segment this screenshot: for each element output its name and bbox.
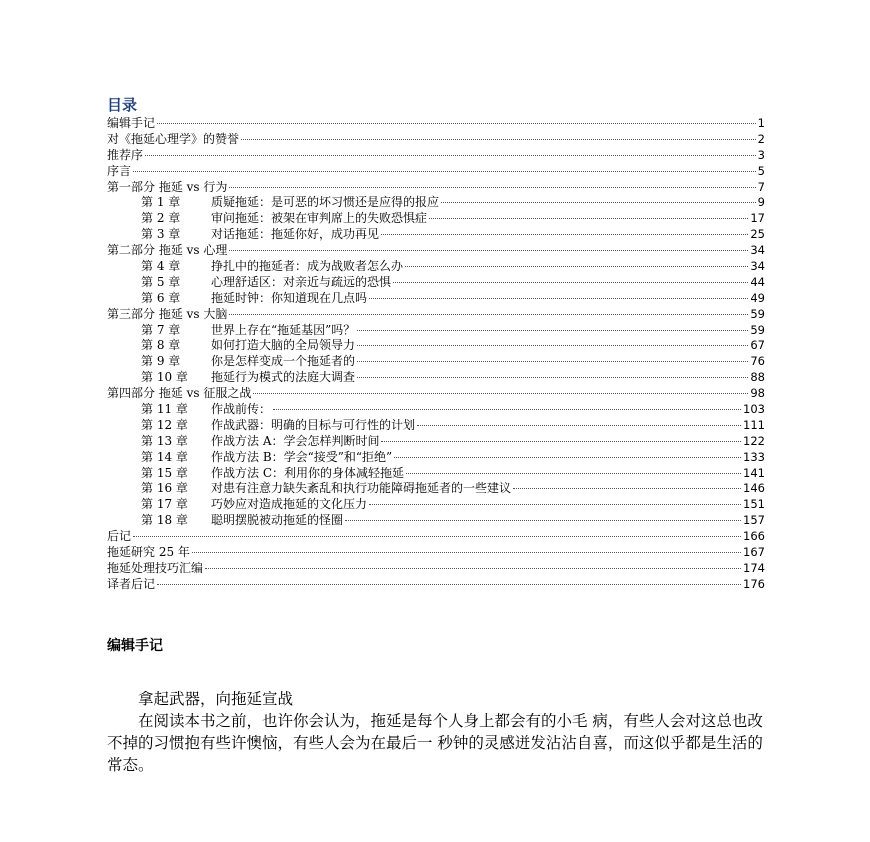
toc-entry-label bbox=[141, 195, 439, 211]
toc-entry-text: 拖延处理技巧汇编 bbox=[107, 560, 204, 575]
toc-entry-label bbox=[107, 561, 203, 577]
toc-leader-dots bbox=[345, 520, 741, 521]
toc-chapter-entry[interactable] bbox=[107, 275, 765, 291]
toc-page-number: 76 bbox=[750, 354, 765, 369]
toc-page-number: 111 bbox=[743, 417, 765, 432]
toc-leader-dots bbox=[205, 568, 741, 569]
toc-entry-label bbox=[107, 545, 190, 561]
toc-chapter-number: 第 11 章 bbox=[141, 402, 188, 417]
toc-chapter-entry[interactable] bbox=[107, 259, 765, 275]
toc-entry-label bbox=[107, 307, 227, 323]
toc-page-number: 133 bbox=[743, 449, 765, 464]
section-subtitle: 拿起武器，向拖延宣战 bbox=[138, 690, 294, 708]
toc-page-number: 17 bbox=[750, 211, 765, 226]
toc-leader-dots bbox=[417, 425, 741, 426]
toc-entry-label bbox=[107, 243, 227, 259]
body-paragraph: 在阅读本书之前，也许你会认为，拖延是每个人身上都会有的小毛 病，有些人会对这总也改不掉的习惯抱有些许懊恼，有些人会为在最后一 秒钟的灵感迸发沾沾自喜，而这似乎都是生活的常态。 bbox=[107, 712, 763, 774]
toc-page-number: 151 bbox=[743, 497, 765, 512]
toc-entry-text: 第三部分 拖延 vs 大脑 bbox=[107, 306, 228, 321]
toc-page-number: 59 bbox=[750, 306, 765, 321]
toc-entry[interactable] bbox=[107, 148, 765, 164]
toc-page-number: 2 bbox=[757, 131, 765, 146]
toc-chapter-number: 第 7 章 bbox=[141, 322, 181, 337]
toc-page-number: 7 bbox=[757, 179, 765, 194]
toc-entry-label bbox=[141, 481, 511, 497]
toc-entry-text: 序言 bbox=[107, 163, 132, 178]
toc-entry-text: 质疑拖延：是可恶的坏习惯还是应得的报应 bbox=[211, 195, 440, 210]
toc-entry-label bbox=[141, 354, 355, 370]
toc-entry-text: 作战方法 C：利用你的身体减轻拖延 bbox=[211, 465, 404, 480]
toc-chapter-entry[interactable] bbox=[107, 497, 765, 513]
toc-entry[interactable] bbox=[107, 307, 765, 323]
toc-entry-text: 审问拖延：被架在审判席上的失败恐惧症 bbox=[211, 211, 428, 226]
toc-page-number: 59 bbox=[750, 322, 765, 337]
toc-title: 目录 bbox=[107, 96, 138, 114]
section-title: 编辑手记 bbox=[107, 638, 163, 654]
toc-entry-text: 对话拖延：拖延你好，成功再见 bbox=[211, 227, 380, 242]
toc-chapter-entry[interactable] bbox=[107, 450, 765, 466]
toc-leader-dots bbox=[133, 171, 756, 172]
toc-leader-dots bbox=[133, 536, 741, 537]
toc-entry-label bbox=[141, 434, 379, 450]
toc-chapter-number: 第 4 章 bbox=[141, 259, 181, 274]
toc-leader-dots bbox=[229, 314, 748, 315]
toc-entry-label bbox=[107, 116, 155, 132]
toc-entry-text: 作战武器：明确的目标与可行性的计划 bbox=[211, 417, 416, 432]
toc-chapter-entry[interactable] bbox=[107, 211, 765, 227]
toc-entry[interactable] bbox=[107, 132, 765, 148]
toc-page-number: 44 bbox=[750, 274, 765, 289]
toc-leader-dots bbox=[253, 393, 748, 394]
toc-leader-dots bbox=[357, 330, 748, 331]
toc-entry[interactable] bbox=[107, 116, 765, 132]
toc-entry[interactable] bbox=[107, 577, 765, 593]
toc-entry-text: 作战方法 B：学会“接受”和“拒绝” bbox=[211, 449, 393, 464]
toc-chapter-number: 第 3 章 bbox=[141, 227, 181, 242]
toc-entry-text: 世界上存在“拖延基因”吗？ bbox=[211, 322, 356, 337]
toc-leader-dots bbox=[357, 377, 748, 378]
toc-page-number: 34 bbox=[750, 259, 765, 274]
toc-chapter-number: 第 10 章 bbox=[141, 370, 188, 385]
section-body bbox=[107, 688, 777, 776]
toc-chapter-number: 第 15 章 bbox=[141, 465, 188, 480]
toc-chapter-number: 第 16 章 bbox=[141, 481, 188, 496]
toc-page-number: 166 bbox=[743, 529, 765, 544]
toc-leader-dots bbox=[441, 202, 756, 203]
toc-chapter-entry[interactable] bbox=[107, 513, 765, 529]
toc-entry-label bbox=[141, 259, 403, 275]
toc-chapter-number: 第 9 章 bbox=[141, 354, 181, 369]
toc-chapter-number: 第 2 章 bbox=[141, 211, 181, 226]
toc-chapter-entry[interactable] bbox=[107, 370, 765, 386]
toc-entry-label bbox=[141, 418, 415, 434]
toc-entry-label bbox=[141, 323, 355, 339]
toc-entry-text: 作战方法 A：学会怎样判断时间 bbox=[211, 433, 380, 448]
toc-page-number: 103 bbox=[743, 402, 765, 417]
toc-entry-text: 拖延研究 25 年 bbox=[107, 545, 190, 560]
toc-chapter-number: 第 8 章 bbox=[141, 338, 181, 353]
toc-entry-text: 推荐序 bbox=[107, 147, 144, 162]
toc-leader-dots bbox=[429, 218, 748, 219]
toc-page-number: 9 bbox=[757, 195, 765, 210]
toc-entry-text: 拖延时钟：你知道现在几点吗 bbox=[211, 290, 368, 305]
toc-leader-dots bbox=[157, 584, 741, 585]
toc-page-number: 25 bbox=[750, 227, 765, 242]
toc-entry-label bbox=[141, 450, 392, 466]
toc-page-number: 174 bbox=[743, 560, 765, 575]
toc-chapter-entry[interactable] bbox=[107, 195, 765, 211]
toc-entry-text: 如何打造大脑的全局领导力 bbox=[211, 338, 356, 353]
toc-leader-dots bbox=[393, 282, 748, 283]
toc-entry-text: 你是怎样变成一个拖延者的 bbox=[211, 354, 356, 369]
toc-entry-text: 聪明摆脱被动拖延的怪圈 bbox=[211, 513, 344, 528]
toc-chapter-entry[interactable] bbox=[107, 291, 765, 307]
toc-entry-text: 作战前传： bbox=[211, 402, 272, 417]
toc-chapter-number: 第 18 章 bbox=[141, 513, 188, 528]
toc-chapter-number: 第 12 章 bbox=[141, 417, 188, 432]
toc-entry[interactable] bbox=[107, 529, 765, 545]
toc-page-number: 1 bbox=[757, 116, 765, 130]
toc-entry-label bbox=[141, 497, 367, 513]
toc-leader-dots bbox=[229, 250, 748, 251]
toc-entry[interactable] bbox=[107, 545, 765, 561]
toc-entry-label bbox=[141, 227, 379, 243]
toc-page-number: 34 bbox=[750, 243, 765, 258]
toc-leader-dots bbox=[369, 504, 741, 505]
toc-leader-dots bbox=[192, 552, 741, 553]
toc-entry-label bbox=[107, 577, 155, 593]
toc-entry-text: 第一部分 拖延 vs 行为 bbox=[107, 179, 228, 194]
toc-leader-dots bbox=[229, 187, 755, 188]
toc-chapter-entry[interactable] bbox=[107, 481, 765, 497]
toc-page-number: 176 bbox=[743, 576, 765, 591]
toc-entry-label bbox=[107, 148, 143, 164]
toc-chapter-number: 第 14 章 bbox=[141, 449, 188, 464]
toc-entry-text: 编辑手记 bbox=[107, 116, 156, 130]
table-of-contents bbox=[107, 116, 765, 593]
toc-entry-label bbox=[107, 132, 239, 148]
toc-chapter-entry[interactable] bbox=[107, 418, 765, 434]
toc-entry-text: 挣扎中的拖延者：成为战败者怎么办 bbox=[211, 259, 404, 274]
toc-chapter-entry[interactable] bbox=[107, 466, 765, 482]
toc-page-number: 167 bbox=[743, 545, 765, 560]
toc-leader-dots bbox=[381, 234, 748, 235]
toc-page-number: 146 bbox=[743, 481, 765, 496]
toc-chapter-number: 第 6 章 bbox=[141, 290, 181, 305]
toc-entry-label bbox=[141, 513, 343, 529]
toc-entry-text: 第二部分 拖延 vs 心理 bbox=[107, 243, 228, 258]
toc-chapter-number: 第 5 章 bbox=[141, 274, 181, 289]
toc-entry[interactable] bbox=[107, 561, 765, 577]
toc-page-number: 3 bbox=[757, 147, 765, 162]
toc-chapter-entry[interactable] bbox=[107, 227, 765, 243]
toc-leader-dots bbox=[145, 155, 756, 156]
toc-entry-label bbox=[141, 275, 391, 291]
toc-leader-dots bbox=[369, 298, 748, 299]
toc-page-number: 88 bbox=[750, 370, 765, 385]
toc-entry-label bbox=[107, 180, 227, 196]
toc-chapter-entry[interactable] bbox=[107, 402, 765, 418]
toc-entry-label bbox=[107, 386, 251, 402]
toc-chapter-entry[interactable] bbox=[107, 323, 765, 339]
toc-chapter-number: 第 1 章 bbox=[141, 195, 181, 210]
toc-page-number: 157 bbox=[743, 513, 765, 528]
toc-page-number: 67 bbox=[750, 338, 765, 353]
toc-entry-text: 后记 bbox=[107, 529, 132, 544]
toc-leader-dots bbox=[357, 345, 748, 346]
toc-leader-dots bbox=[394, 457, 741, 458]
toc-chapter-number: 第 13 章 bbox=[141, 433, 188, 448]
toc-entry-label bbox=[141, 466, 404, 482]
toc-entry-label bbox=[141, 402, 271, 418]
toc-leader-dots bbox=[241, 139, 756, 140]
toc-entry-text: 拖延行为模式的法庭大调查 bbox=[211, 370, 356, 385]
toc-chapter-entry[interactable] bbox=[107, 354, 765, 370]
toc-entry-text: 对《拖延心理学》的赞誉 bbox=[107, 131, 240, 146]
toc-page-number: 5 bbox=[757, 163, 765, 178]
toc-leader-dots bbox=[381, 441, 741, 442]
toc-entry-label bbox=[141, 370, 355, 386]
toc-entry-label bbox=[141, 338, 355, 354]
toc-entry-text: 心理舒适区：对亲近与疏远的恐惧 bbox=[211, 274, 392, 289]
toc-entry[interactable] bbox=[107, 180, 765, 196]
toc-entry[interactable] bbox=[107, 164, 765, 180]
toc-entry-label bbox=[141, 211, 427, 227]
toc-entry[interactable] bbox=[107, 243, 765, 259]
toc-entry-text: 第四部分 拖延 vs 征服之战 bbox=[107, 386, 252, 401]
toc-entry-label bbox=[107, 164, 131, 180]
toc-entry-text: 对患有注意力缺失紊乱和执行功能障碍拖延者的一些建议 bbox=[211, 481, 512, 496]
toc-leader-dots bbox=[157, 123, 756, 124]
toc-entry-text: 巧妙应对造成拖延的文化压力 bbox=[211, 497, 368, 512]
toc-entry-label bbox=[107, 529, 131, 545]
toc-chapter-entry[interactable] bbox=[107, 338, 765, 354]
toc-page-number: 122 bbox=[743, 433, 765, 448]
toc-entry-label bbox=[141, 291, 367, 307]
toc-page-number: 98 bbox=[750, 386, 765, 401]
toc-page-number: 141 bbox=[743, 465, 765, 480]
toc-leader-dots bbox=[357, 361, 748, 362]
toc-chapter-number: 第 17 章 bbox=[141, 497, 188, 512]
toc-chapter-entry[interactable] bbox=[107, 434, 765, 450]
toc-leader-dots bbox=[406, 473, 741, 474]
toc-leader-dots bbox=[405, 266, 748, 267]
toc-page-number: 49 bbox=[750, 290, 765, 305]
toc-leader-dots bbox=[513, 488, 741, 489]
toc-leader-dots bbox=[273, 409, 741, 410]
toc-entry[interactable] bbox=[107, 386, 765, 402]
toc-entry-text: 译者后记 bbox=[107, 576, 156, 591]
